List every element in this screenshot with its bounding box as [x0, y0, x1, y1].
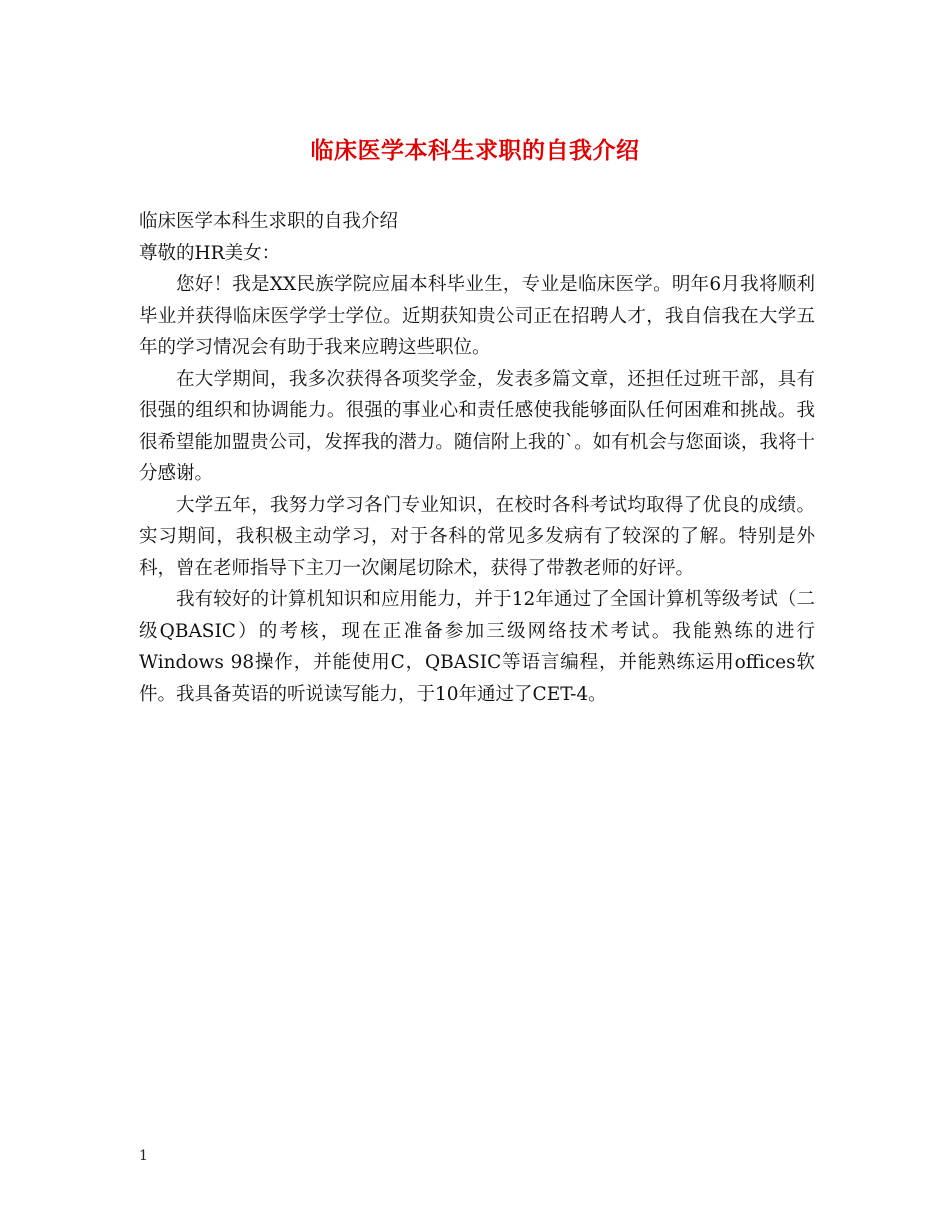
paragraph-university: 在大学期间，我多次获得各项奖学金，发表多篇文章，还担任过班干部，具有很强的组织和协调能力。很强的事业心和责任感使我能够面队任何困难和挑战。我很希望能加盟贵公司，发挥我的潜力。随信附上我的`。如有机会与您面谈，我将十分感谢。 — [139, 368, 815, 484]
paragraph-skills: 我有较好的计算机知识和应用能力，并于12年通过了全国计算机等级考试（二级QBASIC）的考核，现在正准备参加三级网络技术考试。我能熟练的进行Windows 98操作，并能使用C，QBASIC等语言编程，并能熟练运用offices软件。我具备英语的听说读写能力，于10年通过了CET-4。 — [139, 589, 815, 705]
paragraph-study: 大学五年，我努力学习各门专业知识，在校时各科考试均取得了优良的成绩。实习期间，我积极主动学习，对于各科的常见多发病有了较深的了解。特别是外科，曾在老师指导下主刀一次阑尾切除术，获得了带教老师的好评。 — [139, 494, 815, 579]
paragraph-intro: 您好！我是XX民族学院应届本科毕业生，专业是临床医学。明年6月我将顺利毕业并获得临床医学学士学位。近期获知贵公司正在招聘人才，我自信我在大学五年的学习情况会有助于我来应聘这些职位。 — [139, 274, 815, 358]
document-body — [139, 206, 815, 710]
subtitle-line: 临床医学本科生求职的自我介绍 — [139, 211, 399, 232]
greeting-line: 尊敬的HR美女： — [139, 242, 281, 264]
page-number: 1 — [139, 1148, 148, 1164]
document-title: 临床医学本科生求职的自我介绍 — [310, 137, 640, 164]
